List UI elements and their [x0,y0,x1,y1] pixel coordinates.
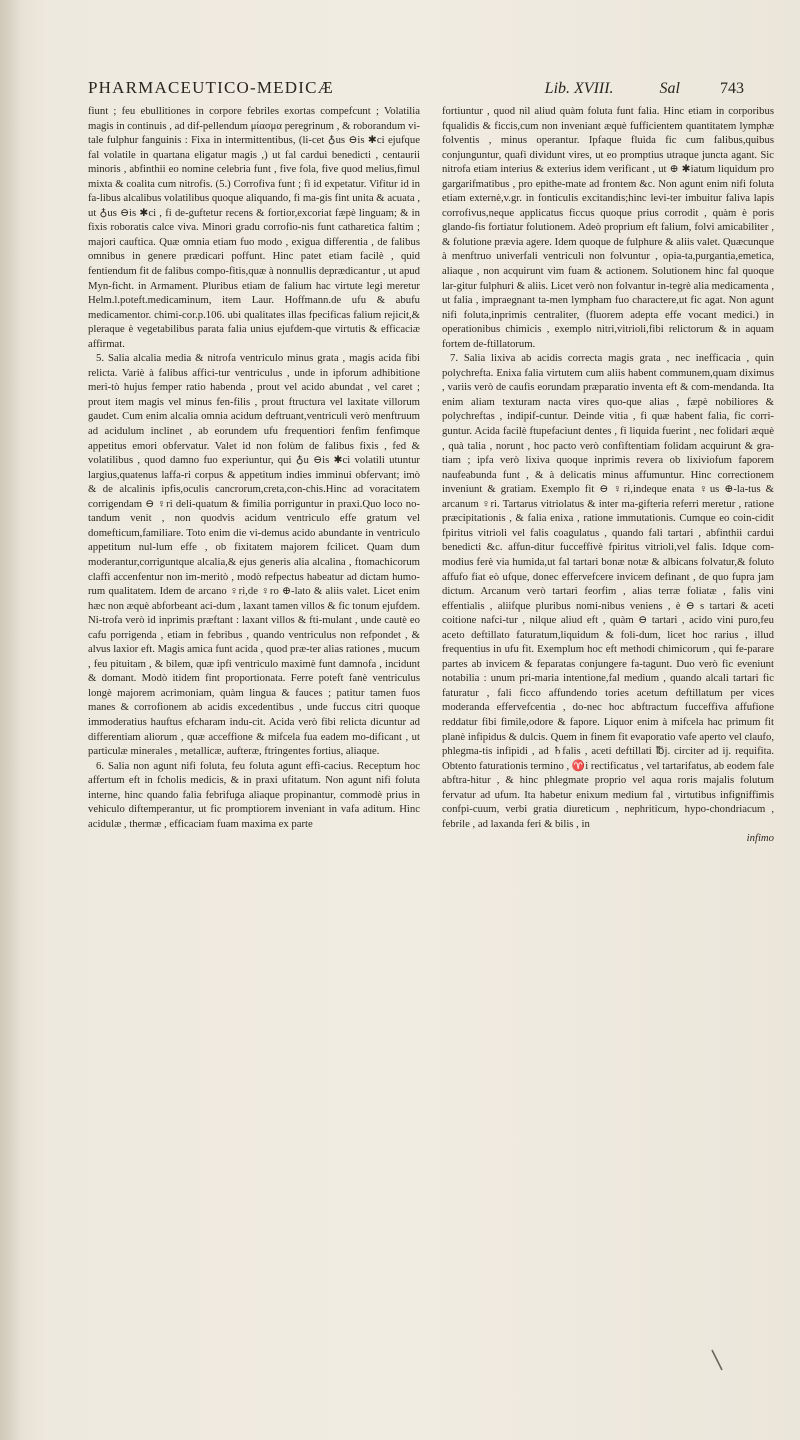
text-columns [88,104,774,846]
paragraph: 7. Salia lixiva ab acidis correcta magis grata , nec inefficacia , quin polychrefta. Enixa falia virtutem cum aliis habent communem,quam diximus , variis verò de caufis eorundam præparatio inventa eft & com-mendanda. Ita enim aliam texturam nacta vires quo-que alias , fæpè nobiliores & polychreftas , indipif-cuntur. Deinde vitia , fi quæ habent falia, fic corri-guntur. Acida facilè ftupefaciunt dentes , fi liquida fuerint , nec folidari æquè , quà talia , norunt , hoc pacto verò confiftentiam folidam acquirunt & gra-tiam ; ipfa verò lixiva quoque inprimis revera ob lixiviofum faporem naufeabunda funt , & à delicatis minus affumuntur. Hinc correctionem inveniunt & gratiam. Exemplo fit ⊖ ♀ri,indeque enata ♀us ⊕-la-tus & arcanum ♀ri. Tartarus vitriolatus & inter ma-gifteria referri meretur , ratione præcipitationis , & falia enixa , ratione immutationis. Cumque eo coin-cidit fpiritus vitrioli vel falis coagulatus , quando fali tartari , abfinthii cardui benedicti &c. affun-ditur fucceffivè fpiritus vitrioli,vel falis. Idque com-modius ferè via humida,ut fal tartari bonæ notæ & albicans folvatur,& foluto affufo fiat eò ufque, donec effervefcere invicem definant , de quo fupra jam dictum. Arcanum verò tartari feorfim , alias terræ foliatæ , falis vini effentialis , aliifque pluribus nomi-nibus veniens , è ⊖ s tartari & aceti coitione nafci-tur , nilque aliud eft , quàm ⊖ tartari , acido vini puro,feu aceto deftillato faturatum,liquidum & foli-dum, licet hoc rarius , illud frequentius in ufu fit. Exemplum hoc eft methodi chimicorum , qui fe-parare partes ab invicem & feparatas conjungere fa-tagunt. Duo verò fic eveniunt notabilia : unum pri-maria intentione,fal medium , quando alcali tartari fic faturatur , fali ficco affundendo tories acetum deftillatum per vices moderanda effervefcentia , do-nec hoc abftractum fucceffiva affufione reddatur fibi fimile,odore & fapore. Liquor enim à mifcela hac primum fit planè infipidus & dulcis. Quem in finem fit evaporatio vafe aperto vel claufo, phlegma-tis infipidi , ad ♄falis , aceti deftillati ℔j. circiter ad ij. requifita. Obtento faturationis termino , ♈i rectificatus , vel tartarifatus, ab eodem fale abftra-hitur , & hinc phlegmate proprio vel aqua roris majalis folutum fervatur ad ufum. Ita habetur enixum medium fal , virtutibus infigniffimis confpi-cuum, verbi gratia diureticum , nephriticum, hypo-chondriacum , febrile , ad laxanda feri & bilis , in [442,352,774,830]
right-column [442,104,774,846]
book-reference: Lib. XVIII. [544,80,614,97]
paragraph: fortiuntur , quod nil aliud quàm foluta funt falia. Hinc etiam in corporibus fqualidis & ficcis,cum non inveniant æquè fufficientem quantitatem lymphæ folventis , minus operantur. Ipfaque fluida fic cum falibus,quibus conjunguntur, quafi dividunt vires, ut eo promptius utraque juncta agant. Sic nitrofa etiam interius & exterius idem verificant , ut ⊕ ✱iatum liquidum pro gargarifmatibus , pro epithe-mate ad frontem &c. Non agunt enim nifi foluta etiam externè,v.gr. in fonticulis excitandis;hinc levi-ter imbuitur faliva lapis corrofivus,neque applicatus ficcus quoque prius corrodit , quàm è poris glando-fis fortiatur folutionem. Adeò proprium eft falium, folvi amicabiliter , & folutione prævia agere. Idem quoque de fulphure & aliis valet. Quæcunque à menftruo univerfali ventriculi non folvuntur , opia-ta,purgantia,emetica, aliaque , non acquirunt vim fuam & actionem. Solutionem hinc fal quoque lar-gitur fulphuri & aliis. Licet verò non folvantur in-tegrè alia medicamenta , ut falia , impraegnant ta-men lympham fuo charactere,ut fic agat. Non agunt nifi foluta,inprimis centraliter, (fluorem adepta effe vocant medici.) in operationibus chimicis , exemplo nitri,vitrioli,fibi relictorum & in aquam fortem de-ftillatorum. [442,105,774,350]
paragraph: fiunt ; feu ebullitiones in corpore febriles exortas compefcunt ; Volatilia magis in continuis , ad dif-pellendum μίασμα peregrinum , & roborandum vi-tale fulphur fanguinis : Fixa in intermittentibus, (li-cet ♁us ⊖is ✱ci ejufque fal volatile in quartana eligatur magis ,) ut fal cardui benedicti , centaurii minoris , abfinthii eo nomine celebria funt , five fola, five quod melius,fimul mixta & coalita cum nitrofis. (5.) Corrofiva funt ; fi id expetatur. Vifitur id in fa-libus alcalibus volatilibus quoque aliquando, fi ma-gis fint unita & acuata , ut ♁us ⊖is ✱ci , fi de-guftetur recens & fortior,excoriat fæpè linguam; & in fixis roboratis calce viva. Minori gradu corrofio-nis funt catharetica faltim ; majori cauftica. Quæ omnia etiam fuo modo , exigua differentia , de falibus omnibus in genere prædicari poffunt. Hinc patet etiam facilè , quid fentiendum fit de falibus compo-fitis,quæ à nonnullis deprædicantur , ut apud Myn-ficht. in Armament. Pluribus etiam de falium hac virtute legi meretur Helm.l.poteft.medicaminum, item Laur. Hoffmann.de ufu & abufu medicamentor. chimi-cor.p.106. ubi qualitates illas fpecificas falium rejicit,& pleraque è vegetabilibus parata falia unius ejufdem-que virtutis & efficaciæ affirmat. [88,105,420,350]
left-column [88,104,420,846]
page-number: 743 [720,80,744,97]
running-title: PHARMACEUTICO-MEDICÆ [88,78,334,97]
page-header [88,78,744,104]
catchword: infimo [746,832,774,845]
paragraph: 6. Salia non agunt nifi foluta, feu foluta agunt effi-cacius. Receptum hoc affertum eft in fcholis medicis, & in praxi ufitatum. Non agunt nifi foluta interne, hinc quando falia febrifuga aliaque propinantur, commodè prius in vehiculo diftemperantur, ut fic promptiorem inveniant in vafa aditum. Hinc acidulæ , thermæ , efficaciam fuam maxima ex parte [88,759,420,830]
section-label: Sal [659,80,680,97]
page-gutter-shadow [0,0,22,1440]
paragraph: 5. Salia alcalia media & nitrofa ventriculo minus grata , magis acida fibi relicta. Variè à falibus affici-tur ventriculus , unde in ipforum adhibitione meri-tò hujus femper ratio habenda , prout vel acido abundat , vel caret ; prout item magis vel minus fen-filis , prout ftructura vel laxitate villorum gaudet. Cum enim alcalia omnia acidum deftruant,ventriculi verò menftruum ad acidulum inclinet , ab eorundem ufu frequentiori fenfim fenfimque appetitus emori obfervatur. Valet id non folùm de falibus fixis , fed & volatilibus , quod damno fuo experiuntur, qui ♁u ⊖is ✱ci volatili utuntur largius,quatenus laffa-ri corpus & appetitum indies imminui obfervant; imò & de alcalinis ipfis,oculis cancrorum,creta,con-chis.Hinc ad voracitatem corrigendam ⊖ ♀ri deli-quatum & fimilia porriguntur in praxi.Quo loco no-tandum venit , non quodvis acidum ventriculo effe gratum vel domefticum,familiare. Toto enim die vi-demus acido abundante in ventriculo appetitum nul-lum effe , ob fixitatem majorem fcilicet. Quam dum moderantur,corriguntque alcalia,& ejus generis alia alcalina , ftomachicorum claffi accenfentur non im-meritò , modò refpectus habeatur ad dictam humo-rum qualitatem. Idem de arcano ♀ri,de ♀ro ⊕-lato & aliis valet. Licet enim hæc non æquè abforbeant aci-dum , laxant tamen villos & fic tonum ejufdem. Ni-trofa verò id inprimis præftant : laxant villos & fti-mulant , unde cautè eo cafu porrigenda , etiam in febribus , quando ventriculus non refpondet , & alvus laxior eft. Magis amica funt acida , quod præ-ter alias rationes , mucum , feu pituitam , & bilem, quæ ipfi ventriculo maximè funt damnofa , incidunt & domant. Modò itidem fint proportionata. Ferre poteft fanè ventriculus longè majorem acrimoniam, quàm lingua & fauces ; patitur tamen fuos manes & corrofionem ab acidis excedentibus , unde fuccus citri quoque immoderatius hauftus efcharam indu-cit. Acida verò fibi relicta dicuntur ad differentiam aliorum , quæ acceffione & mifcela fua eadem mo-dificant , ut particulæ minerales , metallicæ, aufteræ, ftringentes fortius, aliaque. [88,352,420,758]
pencil-mark-icon [710,1348,724,1372]
